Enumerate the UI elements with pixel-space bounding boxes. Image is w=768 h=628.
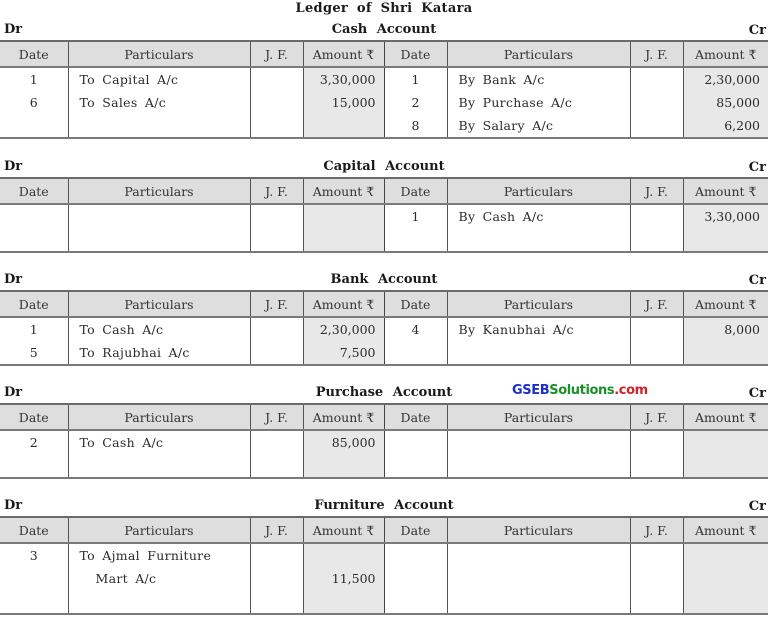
table-row (0, 543, 768, 614)
debit-amount-value (304, 205, 384, 228)
credit-amount-value (684, 454, 768, 477)
debit-particulars-value (69, 228, 250, 251)
credit-particulars-header: Particulars (447, 404, 630, 430)
table-header-row (0, 291, 768, 317)
credit-amount-value (684, 567, 768, 590)
credit-amount-header: Amount ₹ (683, 404, 768, 430)
debit-jf-value (251, 544, 303, 567)
account-heading (0, 496, 768, 516)
credit-particulars-cell (447, 317, 630, 365)
credit-amount-cell (683, 317, 768, 365)
credit-jf-value (631, 590, 683, 613)
credit-date-header: Date (384, 178, 447, 204)
debit-label: Dr (4, 22, 23, 37)
debit-jf-value (251, 341, 303, 364)
account-name: Purchase Account (315, 385, 453, 400)
debit-particulars-value: To Ajmal Furniture (79, 548, 212, 563)
account-table (0, 290, 768, 366)
debit-amount-value: 3,30,000 (319, 72, 376, 87)
credit-date-header: Date (384, 291, 447, 317)
account-table (0, 403, 768, 479)
credit-jf-value (631, 431, 683, 454)
debit-amount-value (304, 454, 384, 477)
account-name: Furniture Account (314, 498, 454, 513)
credit-amount-value (684, 544, 768, 567)
debit-particulars-value (69, 454, 250, 477)
credit-date-value: 8 (411, 118, 420, 133)
debit-amount-cell (303, 543, 384, 614)
credit-date-header: Date (384, 517, 447, 543)
credit-jf-cell (630, 543, 683, 614)
table-row (0, 430, 768, 478)
credit-date-value (385, 341, 447, 364)
credit-jf-cell (630, 67, 683, 138)
debit-amount-value: 2,30,000 (319, 322, 376, 337)
credit-particulars-value: By Purchase A/c (458, 95, 573, 110)
debit-jf-value (251, 318, 303, 341)
credit-particulars-header: Particulars (447, 517, 630, 543)
credit-label: Cr (748, 499, 766, 514)
credit-amount-value (684, 590, 768, 613)
debit-date-value: 3 (29, 548, 38, 563)
credit-date-cell (384, 204, 447, 252)
account-name: Bank Account (330, 272, 438, 287)
debit-particulars-value (69, 590, 250, 613)
credit-date-value (385, 590, 447, 613)
credit-amount-header: Amount ₹ (683, 517, 768, 543)
debit-particulars-cell (68, 204, 250, 252)
credit-jf-value (631, 228, 683, 251)
watermark-part-2: Solutions (549, 383, 615, 398)
credit-jf-value (631, 341, 683, 364)
debit-jf-value (251, 228, 303, 251)
debit-particulars-header: Particulars (68, 404, 250, 430)
credit-date-cell (384, 543, 447, 614)
debit-date-header: Date (0, 291, 68, 317)
table-row (0, 204, 768, 252)
debit-amount-cell (303, 430, 384, 478)
table-header-row (0, 517, 768, 543)
credit-particulars-value (448, 590, 630, 613)
debit-amount-header: Amount ₹ (303, 41, 384, 67)
debit-amount-value: 11,500 (331, 571, 376, 586)
credit-jf-value (631, 544, 683, 567)
debit-amount-value (304, 114, 384, 137)
debit-jf-header: J. F. (250, 41, 303, 67)
debit-date-cell (0, 430, 68, 478)
debit-date-cell (0, 204, 68, 252)
debit-date-value: 5 (29, 345, 38, 360)
debit-jf-value (251, 431, 303, 454)
credit-jf-value (631, 318, 683, 341)
debit-date-header: Date (0, 41, 68, 67)
debit-jf-header: J. F. (250, 517, 303, 543)
debit-particulars-value (69, 114, 250, 137)
credit-date-cell (384, 430, 447, 478)
debit-particulars-value: To Sales A/c (79, 95, 167, 110)
credit-amount-value: 6,200 (724, 118, 760, 133)
debit-jf-header: J. F. (250, 291, 303, 317)
debit-date-value (0, 228, 68, 251)
credit-jf-value (631, 454, 683, 477)
debit-amount-value: 7,500 (339, 345, 376, 360)
credit-amount-value: 8,000 (724, 322, 760, 337)
ledger-capital-account (0, 157, 768, 253)
credit-amount-cell (683, 430, 768, 478)
watermark-part-3: .com (614, 383, 648, 398)
debit-date-value: 1 (29, 322, 38, 337)
credit-date-header: Date (384, 404, 447, 430)
debit-amount-cell (303, 204, 384, 252)
credit-amount-value (684, 341, 768, 364)
debit-particulars-cell (68, 430, 250, 478)
debit-particulars-header: Particulars (68, 178, 250, 204)
debit-jf-cell (250, 204, 303, 252)
debit-amount-value (304, 544, 384, 567)
debit-particulars-value: Mart A/c (95, 571, 157, 586)
credit-amount-cell (683, 204, 768, 252)
debit-jf-cell (250, 543, 303, 614)
debit-date-header: Date (0, 404, 68, 430)
credit-date-value (385, 544, 447, 567)
account-table (0, 177, 768, 253)
debit-label: Dr (4, 385, 23, 400)
credit-jf-cell (630, 204, 683, 252)
credit-particulars-value (448, 544, 630, 567)
debit-particulars-header: Particulars (68, 291, 250, 317)
debit-jf-value (251, 590, 303, 613)
credit-date-value: 1 (411, 209, 420, 224)
debit-particulars-header: Particulars (68, 517, 250, 543)
account-name: Cash Account (331, 22, 437, 37)
debit-amount-value: 15,000 (331, 95, 376, 110)
debit-particulars-cell (68, 317, 250, 365)
credit-jf-value (631, 205, 683, 228)
debit-date-cell (0, 317, 68, 365)
debit-jf-value (251, 114, 303, 137)
debit-label: Dr (4, 272, 23, 287)
credit-particulars-header: Particulars (447, 291, 630, 317)
credit-jf-header: J. F. (630, 517, 683, 543)
ledger-bank-account (0, 270, 768, 366)
credit-date-value: 1 (411, 72, 420, 87)
credit-jf-cell (630, 317, 683, 365)
credit-jf-header: J. F. (630, 291, 683, 317)
credit-jf-header: J. F. (630, 404, 683, 430)
table-header-row (0, 404, 768, 430)
debit-label: Dr (4, 159, 23, 174)
credit-date-cell (384, 317, 447, 365)
debit-amount-value: 85,000 (331, 435, 376, 450)
credit-amount-cell (683, 543, 768, 614)
credit-particulars-cell (447, 67, 630, 138)
ledger-furniture-account (0, 496, 768, 615)
debit-amount-header: Amount ₹ (303, 178, 384, 204)
debit-jf-cell (250, 317, 303, 365)
credit-date-value: 2 (411, 95, 420, 110)
debit-date-value: 2 (29, 435, 38, 450)
credit-jf-header: J. F. (630, 178, 683, 204)
debit-jf-value (251, 567, 303, 590)
credit-amount-header: Amount ₹ (683, 291, 768, 317)
account-name: Capital Account (323, 159, 445, 174)
credit-particulars-value: By Kanubhai A/c (458, 322, 574, 337)
debit-date-value (0, 567, 68, 590)
credit-amount-header: Amount ₹ (683, 178, 768, 204)
credit-particulars-cell (447, 543, 630, 614)
debit-label: Dr (4, 498, 23, 513)
credit-jf-header: J. F. (630, 41, 683, 67)
credit-label: Cr (748, 23, 766, 38)
credit-jf-value (631, 114, 683, 137)
credit-particulars-value: By Cash A/c (458, 209, 544, 224)
debit-jf-value (251, 454, 303, 477)
credit-jf-value (631, 567, 683, 590)
debit-date-value: 1 (29, 72, 38, 87)
credit-jf-value (631, 91, 683, 114)
credit-amount-header: Amount ₹ (683, 41, 768, 67)
table-row (0, 317, 768, 365)
debit-date-value (0, 205, 68, 228)
debit-amount-header: Amount ₹ (303, 291, 384, 317)
credit-date-value (385, 567, 447, 590)
debit-particulars-cell (68, 67, 250, 138)
debit-particulars-value: To Rajubhai A/c (79, 345, 190, 360)
credit-amount-value: 2,30,000 (704, 72, 760, 87)
credit-label: Cr (748, 386, 766, 401)
credit-particulars-value: By Salary A/c (458, 118, 554, 133)
table-header-row (0, 178, 768, 204)
credit-amount-value: 3,30,000 (704, 209, 760, 224)
debit-date-value (0, 454, 68, 477)
credit-amount-cell (683, 67, 768, 138)
ledger-title: Ledger of Shri Katara (295, 1, 473, 16)
credit-amount-value (684, 431, 768, 454)
account-heading (0, 20, 768, 40)
table-row (0, 67, 768, 138)
account-heading (0, 383, 768, 403)
credit-label: Cr (748, 160, 766, 175)
debit-particulars-value: To Cash A/c (79, 322, 164, 337)
debit-date-value (0, 590, 68, 613)
credit-particulars-cell (447, 204, 630, 252)
credit-jf-cell (630, 430, 683, 478)
debit-date-value: 6 (29, 95, 38, 110)
credit-particulars-value (448, 341, 630, 364)
credit-label: Cr (748, 273, 766, 288)
debit-jf-value (251, 68, 303, 91)
credit-particulars-value (448, 454, 630, 477)
debit-date-header: Date (0, 178, 68, 204)
credit-particulars-header: Particulars (447, 178, 630, 204)
debit-jf-cell (250, 430, 303, 478)
debit-particulars-value (69, 205, 250, 228)
debit-date-value (0, 114, 68, 137)
credit-particulars-header: Particulars (447, 41, 630, 67)
debit-jf-header: J. F. (250, 178, 303, 204)
debit-particulars-value: To Cash A/c (79, 435, 164, 450)
credit-amount-value: 85,000 (716, 95, 760, 110)
credit-date-value (385, 454, 447, 477)
debit-date-cell (0, 67, 68, 138)
credit-date-header: Date (384, 41, 447, 67)
debit-amount-value (304, 590, 384, 613)
debit-date-cell (0, 543, 68, 614)
credit-amount-value (684, 228, 768, 251)
ledger-cash-account (0, 20, 768, 139)
credit-date-value (385, 228, 447, 251)
table-header-row (0, 41, 768, 67)
account-table (0, 40, 768, 139)
debit-amount-value (304, 228, 384, 251)
debit-amount-header: Amount ₹ (303, 404, 384, 430)
credit-particulars-cell (447, 430, 630, 478)
credit-date-cell (384, 67, 447, 138)
credit-particulars-value (448, 431, 630, 454)
account-table (0, 516, 768, 615)
credit-particulars-value (448, 567, 630, 590)
debit-particulars-value: To Capital A/c (79, 72, 179, 87)
credit-jf-value (631, 68, 683, 91)
debit-jf-cell (250, 67, 303, 138)
debit-jf-value (251, 91, 303, 114)
credit-date-value: 4 (411, 322, 420, 337)
debit-particulars-header: Particulars (68, 41, 250, 67)
credit-date-value (385, 431, 447, 454)
debit-date-header: Date (0, 517, 68, 543)
debit-jf-value (251, 205, 303, 228)
account-heading (0, 157, 768, 177)
debit-amount-header: Amount ₹ (303, 517, 384, 543)
debit-amount-cell (303, 67, 384, 138)
account-heading (0, 270, 768, 290)
credit-particulars-value: By Bank A/c (458, 72, 545, 87)
credit-particulars-value (448, 228, 630, 251)
watermark-part-1: GSEB (512, 383, 550, 398)
debit-amount-cell (303, 317, 384, 365)
watermark-logo (512, 383, 648, 398)
debit-jf-header: J. F. (250, 404, 303, 430)
ledger-purchase-account (0, 383, 768, 479)
debit-particulars-cell (68, 543, 250, 614)
